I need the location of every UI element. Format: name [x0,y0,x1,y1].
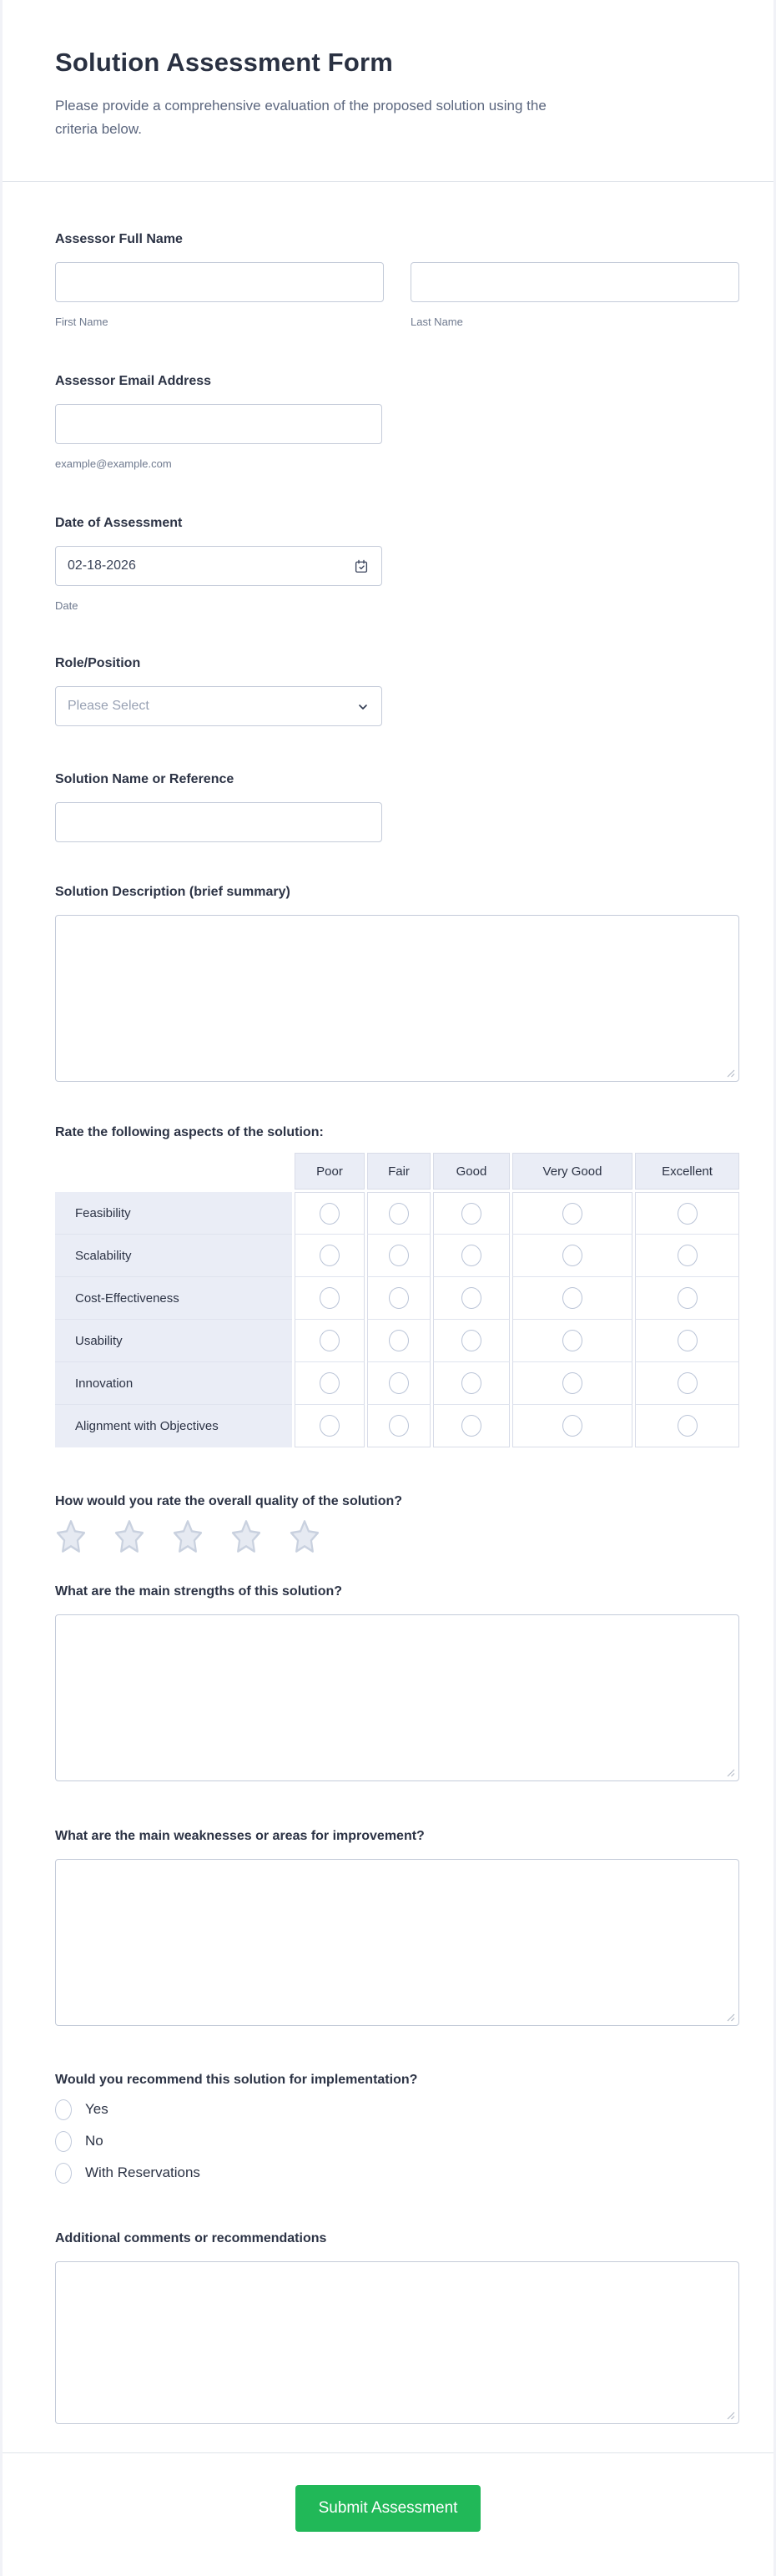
matrix-radio[interactable] [320,1415,340,1437]
star-icon[interactable] [172,1518,204,1556]
matrix-radio[interactable] [678,1415,698,1437]
matrix-cell [433,1405,510,1447]
submit-button[interactable]: Submit Assessment [295,2485,481,2532]
matrix-radio[interactable] [678,1330,698,1351]
matrix-cell [433,1192,510,1235]
matrix-radio[interactable] [461,1372,481,1394]
matrix-cell [635,1235,739,1277]
first-name-input[interactable] [55,262,384,302]
comments-label: Additional comments or recommendations [55,2231,327,2245]
matrix-cell [433,1277,510,1320]
matrix-cell [635,1405,739,1447]
matrix-radio[interactable] [562,1245,582,1266]
matrix-radio[interactable] [562,1372,582,1394]
matrix-radio[interactable] [389,1372,409,1394]
matrix-label: Rate the following aspects of the solution: [55,1125,324,1139]
radio-option-label: Yes [85,2101,108,2117]
radio-option-label: No [85,2133,103,2149]
role-select[interactable] [55,686,382,726]
matrix-radio[interactable] [461,1203,481,1225]
role-label: Role/Position [55,656,141,670]
radio-button-icon[interactable] [55,2163,72,2184]
recommend-option-with-reservations[interactable] [55,2162,739,2184]
field-date [55,515,739,613]
matrix-cell [433,1320,510,1362]
matrix-row-label: Alignment with Objectives [55,1405,292,1447]
recommend-option-no[interactable] [55,2130,739,2152]
matrix-cell [367,1320,431,1362]
matrix-cell [295,1192,365,1235]
matrix-cell [295,1320,365,1362]
matrix-radio[interactable] [461,1245,481,1266]
matrix-radio[interactable] [320,1203,340,1225]
field-email [55,373,739,471]
chevron-down-icon [356,700,370,714]
matrix-cell [512,1362,632,1405]
date-input[interactable] [55,546,382,586]
matrix-radio[interactable] [461,1330,481,1351]
email-input[interactable] [55,404,382,444]
matrix-radio[interactable] [678,1287,698,1309]
overall-rating-label: How would you rate the overall quality of the solution? [55,1494,403,1508]
matrix-row-label: Cost-Effectiveness [55,1277,292,1320]
matrix-radio[interactable] [389,1330,409,1351]
radio-button-icon[interactable] [55,2099,72,2120]
recommend-option-yes[interactable] [55,2099,739,2120]
field-recommend [55,2072,739,2184]
matrix-cell [295,1277,365,1320]
matrix-radio[interactable] [389,1415,409,1437]
matrix-radio[interactable] [389,1203,409,1225]
field-strengths [55,1583,739,1781]
field-overall-rating [55,1493,739,1556]
role-select-placeholder: Please Select [68,699,149,713]
matrix-radio[interactable] [562,1287,582,1309]
form-subtitle: Please provide a comprehensive evaluation of the proposed solution using the criteria below. [55,98,547,137]
full-name-label: Assessor Full Name [55,232,183,246]
field-full-name [55,231,739,329]
weaknesses-label: What are the main weaknesses or areas for improvement? [55,1829,425,1843]
page-title: Solution Assessment Form [55,48,393,77]
matrix-radio[interactable] [562,1203,582,1225]
matrix-cell [635,1320,739,1362]
form-card [3,0,773,2576]
submit-section [3,2453,773,2576]
calendar-check-icon[interactable] [354,558,369,574]
email-label: Assessor Email Address [55,374,212,388]
field-solution-name [55,771,739,842]
last-name-input[interactable] [411,262,739,302]
strengths-label: What are the main strengths of this solution? [55,1584,343,1599]
star-icon[interactable] [113,1518,145,1556]
matrix-cell [635,1362,739,1405]
matrix-radio[interactable] [389,1245,409,1266]
field-comments [55,2230,739,2424]
matrix-col-header: Fair [367,1153,431,1190]
matrix-col-header: Excellent [635,1153,739,1190]
first-name-sublabel: First Name [55,316,108,328]
matrix-col-header: Good [433,1153,510,1190]
matrix-cell [512,1320,632,1362]
solution-name-input[interactable] [55,802,382,842]
matrix-col-header: Very Good [512,1153,632,1190]
resize-grip-icon[interactable] [727,1069,735,1078]
matrix-row-label: Feasibility [55,1192,292,1235]
solution-name-label: Solution Name or Reference [55,772,234,786]
matrix-radio[interactable] [320,1330,340,1351]
matrix-radio[interactable] [678,1203,698,1225]
matrix-cell [433,1235,510,1277]
resize-grip-icon[interactable] [727,2013,735,2022]
field-description [55,884,739,1082]
matrix-row-label: Scalability [55,1235,292,1277]
form-header [3,0,773,141]
matrix-cell [512,1192,632,1235]
matrix-cell [367,1192,431,1235]
matrix-cell [367,1405,431,1447]
description-textarea[interactable] [55,915,739,1082]
matrix-radio[interactable] [678,1245,698,1266]
matrix-cell [512,1277,632,1320]
matrix-radio[interactable] [320,1245,340,1266]
recommend-label: Would you recommend this solution for implementation? [55,2073,418,2087]
last-name-sublabel: Last Name [411,316,463,328]
matrix-cell [367,1277,431,1320]
radio-button-icon[interactable] [55,2131,72,2152]
matrix-radio[interactable] [320,1287,340,1309]
matrix-cell [295,1405,365,1447]
matrix-row-label: Usability [55,1320,292,1362]
matrix-radio[interactable] [562,1415,582,1437]
resize-grip-icon[interactable] [727,2412,735,2420]
date-label: Date of Assessment [55,516,183,530]
matrix-cell [433,1362,510,1405]
matrix-col-header: Poor [295,1153,365,1190]
matrix-cell [635,1277,739,1320]
description-label: Solution Description (brief summary) [55,885,290,899]
matrix-cell [635,1192,739,1235]
rating-matrix-table [55,1153,739,1447]
strengths-textarea[interactable] [55,1614,739,1781]
email-sublabel: example@example.com [55,457,172,470]
matrix-cell [367,1362,431,1405]
matrix-radio[interactable] [320,1372,340,1394]
matrix-corner-spacer [55,1153,292,1192]
matrix-radio[interactable] [389,1287,409,1309]
matrix-cell [512,1235,632,1277]
matrix-row-label: Innovation [55,1362,292,1405]
star-icon[interactable] [230,1518,262,1556]
matrix-radio[interactable] [461,1287,481,1309]
matrix-radio[interactable] [461,1415,481,1437]
matrix-cell [295,1235,365,1277]
matrix-radio[interactable] [562,1330,582,1351]
weaknesses-textarea[interactable] [55,1859,739,2026]
recommend-options [55,2099,739,2184]
date-sublabel: Date [55,599,78,612]
matrix-cell [512,1405,632,1447]
matrix-cell [367,1235,431,1277]
comments-textarea[interactable] [55,2261,739,2424]
form-body [3,182,773,2424]
field-rating-matrix [55,1124,739,1447]
matrix-radio[interactable] [678,1372,698,1394]
star-icon[interactable] [289,1518,320,1556]
field-weaknesses [55,1828,739,2026]
star-icon[interactable] [55,1518,87,1556]
matrix-cell [295,1362,365,1405]
resize-grip-icon[interactable] [727,1769,735,1777]
star-rating [55,1518,739,1556]
radio-option-label: With Reservations [85,2164,200,2180]
field-role [55,655,739,726]
